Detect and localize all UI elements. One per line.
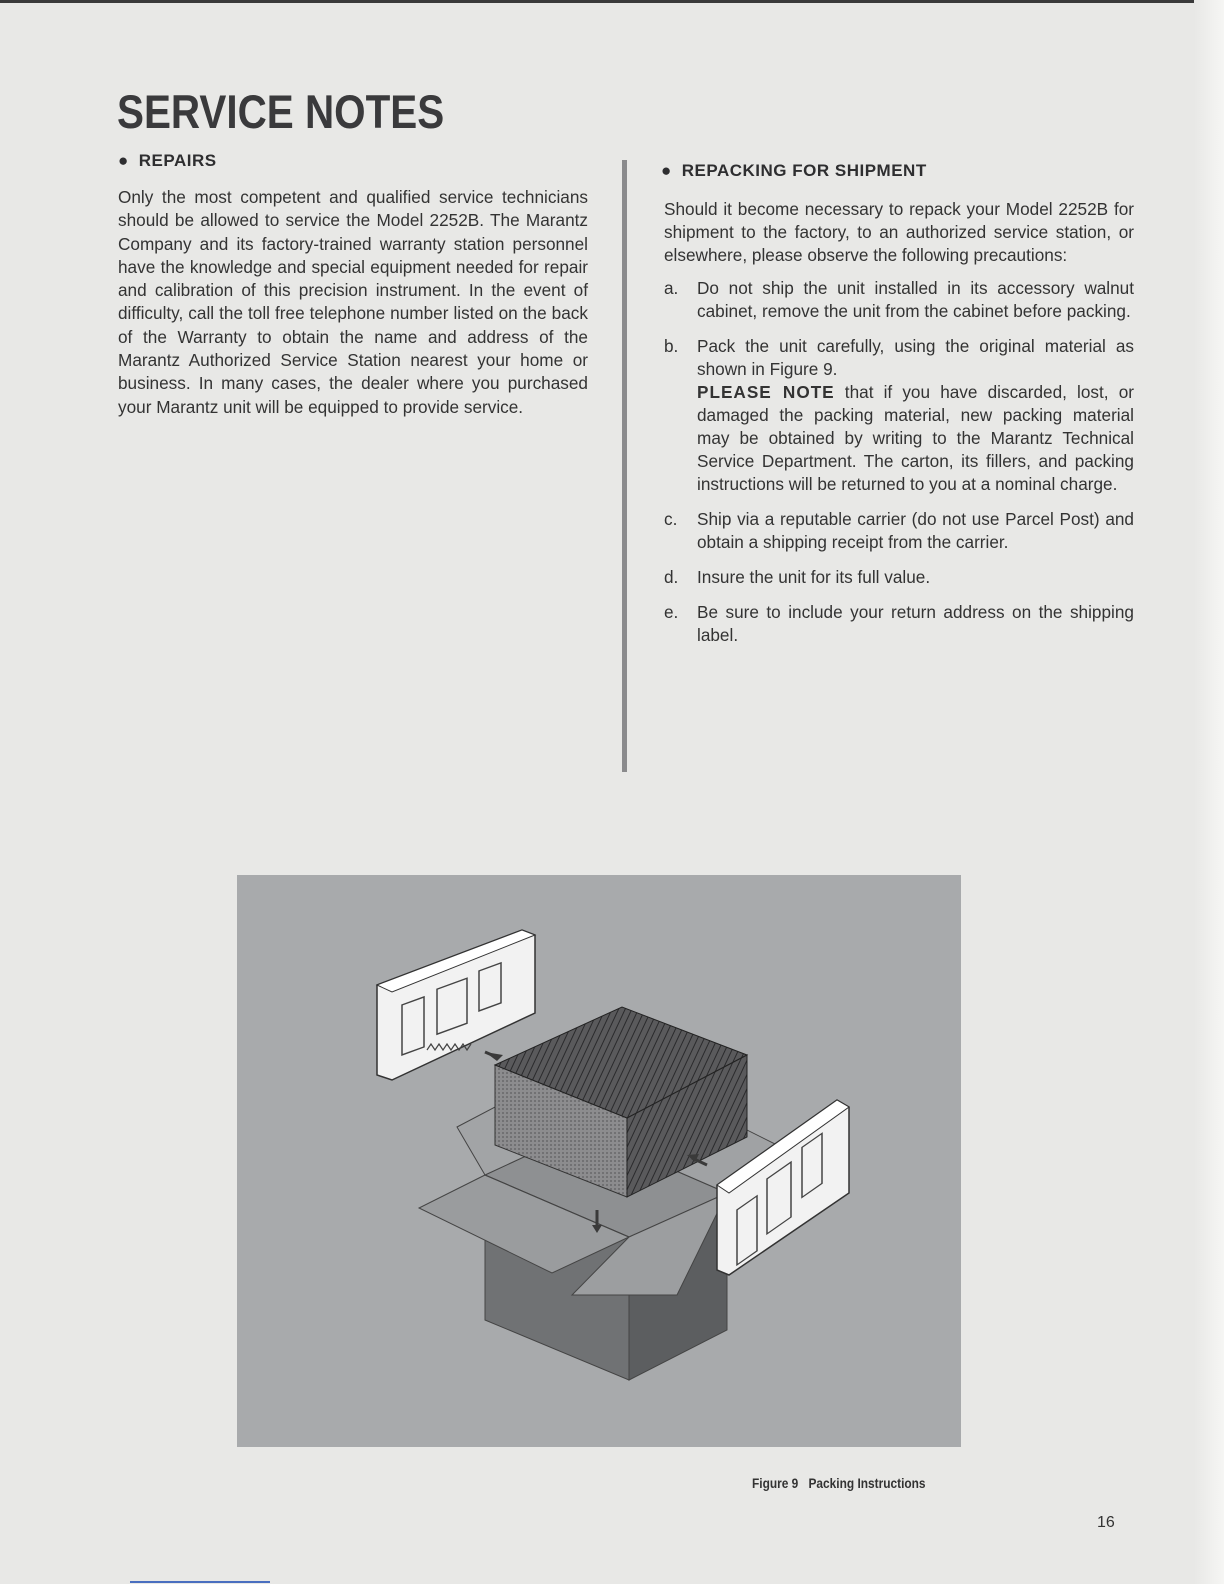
list-text: Ship via a reputable carrier (do not use Parcel Post) and obtain a shipping receipt from the carrier. <box>697 509 1134 552</box>
list-letter: c. <box>664 509 678 529</box>
page-number: 16 <box>1097 1514 1115 1531</box>
list-item <box>664 566 1134 589</box>
repacking-intro: Should it become necessary to repack your Model 2252B for shipment to the factory, to an authorized service station, or elsewhere, please observe the following precautions: <box>664 199 1134 265</box>
list-letter: a. <box>664 278 679 298</box>
list-text-with-note <box>697 335 1134 496</box>
list-text: Insure the unit for its full value. <box>697 567 931 587</box>
bullet-icon: ● <box>118 151 129 170</box>
list-text: Do not ship the unit installed in its accessory walnut cabinet, remove the unit from the cabinet before packing. <box>697 278 1134 321</box>
list-item <box>664 508 1134 554</box>
list-text: Pack the unit carefully, using the original material as shown in Figure 9. <box>697 336 1134 379</box>
repairs-body: Only the most competent and qualified service technicians should be allowed to service the Model 2252B. The Marantz Company and its factory-trained warranty station personnel have the knowledge and special equipment needed for repair and calibration of this precision instrument. In the event of difficulty, call the toll free telephone number listed on the back of the Warranty to obtain the name and address of the Marantz Authorized Service Station nearest your home or business. In many cases, the dealer where you purchased your Marantz unit will be equipped to provide service. <box>118 187 588 417</box>
figure-caption <box>752 1475 926 1491</box>
page-edge-shade <box>1194 0 1224 1584</box>
note-label: PLEASE NOTE <box>697 382 835 402</box>
list-item <box>664 277 1134 323</box>
repairs-heading-text: REPAIRS <box>138 151 217 170</box>
bullet-icon: ● <box>661 161 672 180</box>
bottom-mark <box>130 1581 270 1583</box>
page-title: SERVICE NOTES <box>117 85 445 138</box>
figure-title: Packing Instructions <box>808 1475 926 1491</box>
column-divider <box>622 160 627 772</box>
repairs-section <box>118 186 588 419</box>
repacking-section <box>664 198 1134 659</box>
list-item <box>664 601 1134 647</box>
repairs-heading <box>118 151 217 171</box>
list-text: Be sure to include your return address on the shipping label. <box>697 602 1134 645</box>
repacking-heading-text: REPACKING FOR SHIPMENT <box>681 161 927 180</box>
top-rule <box>0 0 1224 3</box>
arrow-icon <box>485 1052 503 1061</box>
list-item <box>664 335 1134 496</box>
repacking-heading <box>661 161 927 181</box>
packing-illustration <box>237 875 961 1447</box>
note-text: that if you have discarded, lost, or damaged the packing material, new packing material may be obtained by writing to the Marantz Technical Service Department. The carton, its fillers, and packing instructions will be returned to you at a nominal charge. <box>697 382 1134 494</box>
list-letter: d. <box>664 567 679 587</box>
list-letter: b. <box>664 336 679 356</box>
figure-label: Figure 9 <box>752 1475 799 1491</box>
list-letter: e. <box>664 602 679 622</box>
packing-diagram <box>237 875 961 1447</box>
